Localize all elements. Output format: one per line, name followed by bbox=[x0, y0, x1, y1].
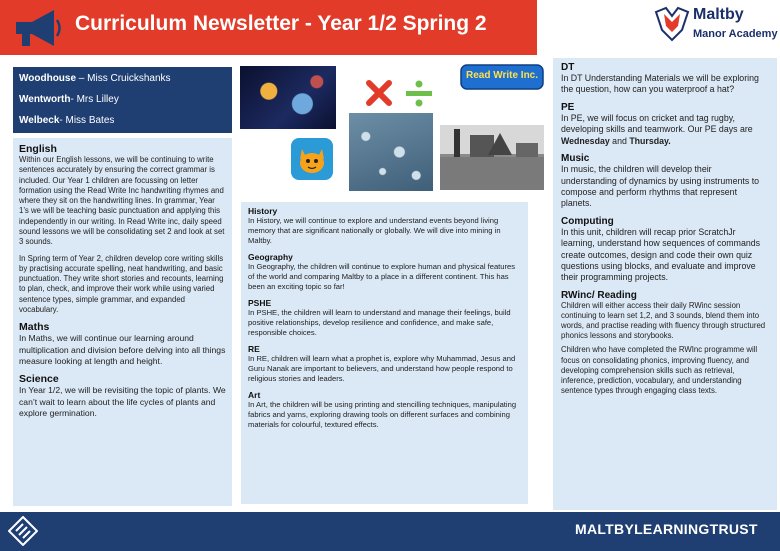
art-heading: Art bbox=[248, 390, 261, 401]
maths-text: In Maths, we will continue our learning around multiplication and division before delving into all things measure looking at length and height. bbox=[19, 333, 226, 366]
space-planets-image bbox=[240, 66, 336, 129]
class-name: Welbeck bbox=[19, 115, 60, 126]
english-text-year2: In Spring term of Year 2, children develop core writing skills by practising accurate spelling, neat handwriting, and basic punctuation. They write short stories and recounts, learning to plan, check, and improve their work while using varied sentence types, simple grammar, and expanded vocabulary. bbox=[19, 253, 224, 314]
english-text-year1: Within our English lessons, we will be continuing to write sentences accurately by ensuring the correct grammar is included. Our Year 1 children are focussing on letter formation using the Read Write Inc handwriting rhymes and where they sit on the handwriting lines. In grammar, Year 1’s we will be teaching basic punctuation and applying this independently in our writing. In Read Write inc, daily speed sound lessons we will be consolidating set 2 and look at set 3 sounds. bbox=[19, 155, 225, 247]
read-write-inc-logo bbox=[460, 64, 544, 90]
class-row: Wentworth- Mrs Lilley bbox=[19, 94, 119, 105]
pshe-heading: PSHE bbox=[248, 298, 272, 309]
megaphone-icon bbox=[10, 6, 64, 50]
rwinc-text-1: Children will either access their daily RWinc session continuing to learn set 1,2, and 3 sounds, blend them into words, and practise reading with fluency through structured phonics lessons and storybooks. bbox=[561, 300, 766, 341]
music-heading: Music bbox=[561, 153, 590, 165]
class-teacher: Miss Cruickshanks bbox=[87, 73, 171, 84]
class-row: Welbeck- Miss Bates bbox=[19, 115, 115, 126]
class-row: Woodhouse – Miss Cruickshanks bbox=[19, 73, 171, 84]
re-text: In RE, children will learn what a prophet is, explore why Muhammad, Jesus and Guru Nanak are important to believers, and understand how people respond to religious stories and leaders. bbox=[248, 354, 516, 384]
pe-day-wednesday: Wednesday bbox=[561, 135, 610, 146]
class-name: Wentworth bbox=[19, 94, 71, 105]
pe-text: In PE, we will focus on cricket and tag rugby, developing skills and teamwork. Our PE days are Wednesday and Thursday. bbox=[561, 112, 753, 146]
science-heading: Science bbox=[19, 373, 59, 386]
water-droplets-image bbox=[349, 113, 433, 191]
music-text: In music, the children will develop their understanding of dynamics by using instruments to compose and perform rhythms that represent planets. bbox=[561, 164, 760, 209]
geography-text: In Geography, the children will continue to explore human and physical features of the world and comparing Maltby to a place in a different continent. This has been an exciting topic so far! bbox=[248, 262, 516, 292]
class-name: Woodhouse bbox=[19, 73, 77, 84]
rwinc-text-2: Children who have completed the RWInc programme will focus on consolidating phonics, improving fluency, and developing comprehension skills such as retrieval, inference, prediction, vocabulary, and understanding sentence types through engaging class texts. bbox=[561, 345, 758, 395]
dt-text: In DT Understanding Materials we will be exploring the question, how can you waterproof a hat? bbox=[561, 73, 759, 95]
read-write-inc-badge-text: Read Write Inc. bbox=[465, 70, 539, 81]
left-subjects-panel bbox=[13, 138, 232, 506]
colliery-mine-image bbox=[440, 125, 544, 190]
logo-subname: Manor Academy bbox=[693, 28, 778, 40]
rwinc-heading: RWinc/ Reading bbox=[561, 289, 637, 301]
pshe-text: In PSHE, the children will learn to understand and manage their feelings, build positive relationships, develop resilience and confidence, and make safe, responsible choices. bbox=[248, 308, 511, 338]
class-teacher: Miss Bates bbox=[65, 115, 115, 126]
middle-subjects-panel bbox=[241, 202, 528, 504]
maths-heading: Maths bbox=[19, 321, 50, 334]
scratchjr-cat-icon bbox=[290, 137, 334, 181]
history-text: In History, we will continue to explore and understand events beyond living memory that are significant nationally or globally. We will dive into mining in Maltby. bbox=[248, 216, 501, 246]
geography-heading: Geography bbox=[248, 252, 293, 263]
trust-logo-icon bbox=[8, 516, 38, 546]
page-title: Curriculum Newsletter - Year 1/2 Spring 2 bbox=[75, 12, 487, 35]
multiply-icon bbox=[364, 78, 394, 108]
class-list bbox=[13, 67, 232, 133]
right-subjects-panel bbox=[553, 58, 777, 510]
logo-name: Maltby bbox=[693, 6, 744, 23]
english-heading: English bbox=[19, 143, 57, 155]
trust-name: MALTBYLEARNINGTRUST bbox=[575, 521, 758, 537]
pe-heading: PE bbox=[561, 101, 575, 113]
computing-heading: Computing bbox=[561, 215, 614, 227]
class-teacher: Mrs Lilley bbox=[76, 94, 119, 105]
computing-text: In this unit, children will recap prior ScratchJr learning, understand how sequences of commands create outcomes, design and code their own quiz questions using blocks, and evaluate and improve their programming projects. bbox=[561, 226, 761, 283]
history-heading: History bbox=[248, 206, 278, 216]
dt-heading: DT bbox=[561, 62, 575, 73]
divide-icon bbox=[404, 78, 434, 108]
art-text: In Art, the children will be using printing and stencilling techniques, manipulating fabrics and yarns, exploring drawing tools on different surfaces and combining materials for colourful, textured effects. bbox=[248, 400, 517, 430]
re-heading: RE bbox=[248, 344, 260, 355]
pe-day-thursday: Thursday. bbox=[629, 135, 671, 146]
science-text: In Year 1/2, we will be revisiting the topic of plants. We can’t wait to learn about the life cycles of plants and explore germination. bbox=[19, 385, 226, 418]
